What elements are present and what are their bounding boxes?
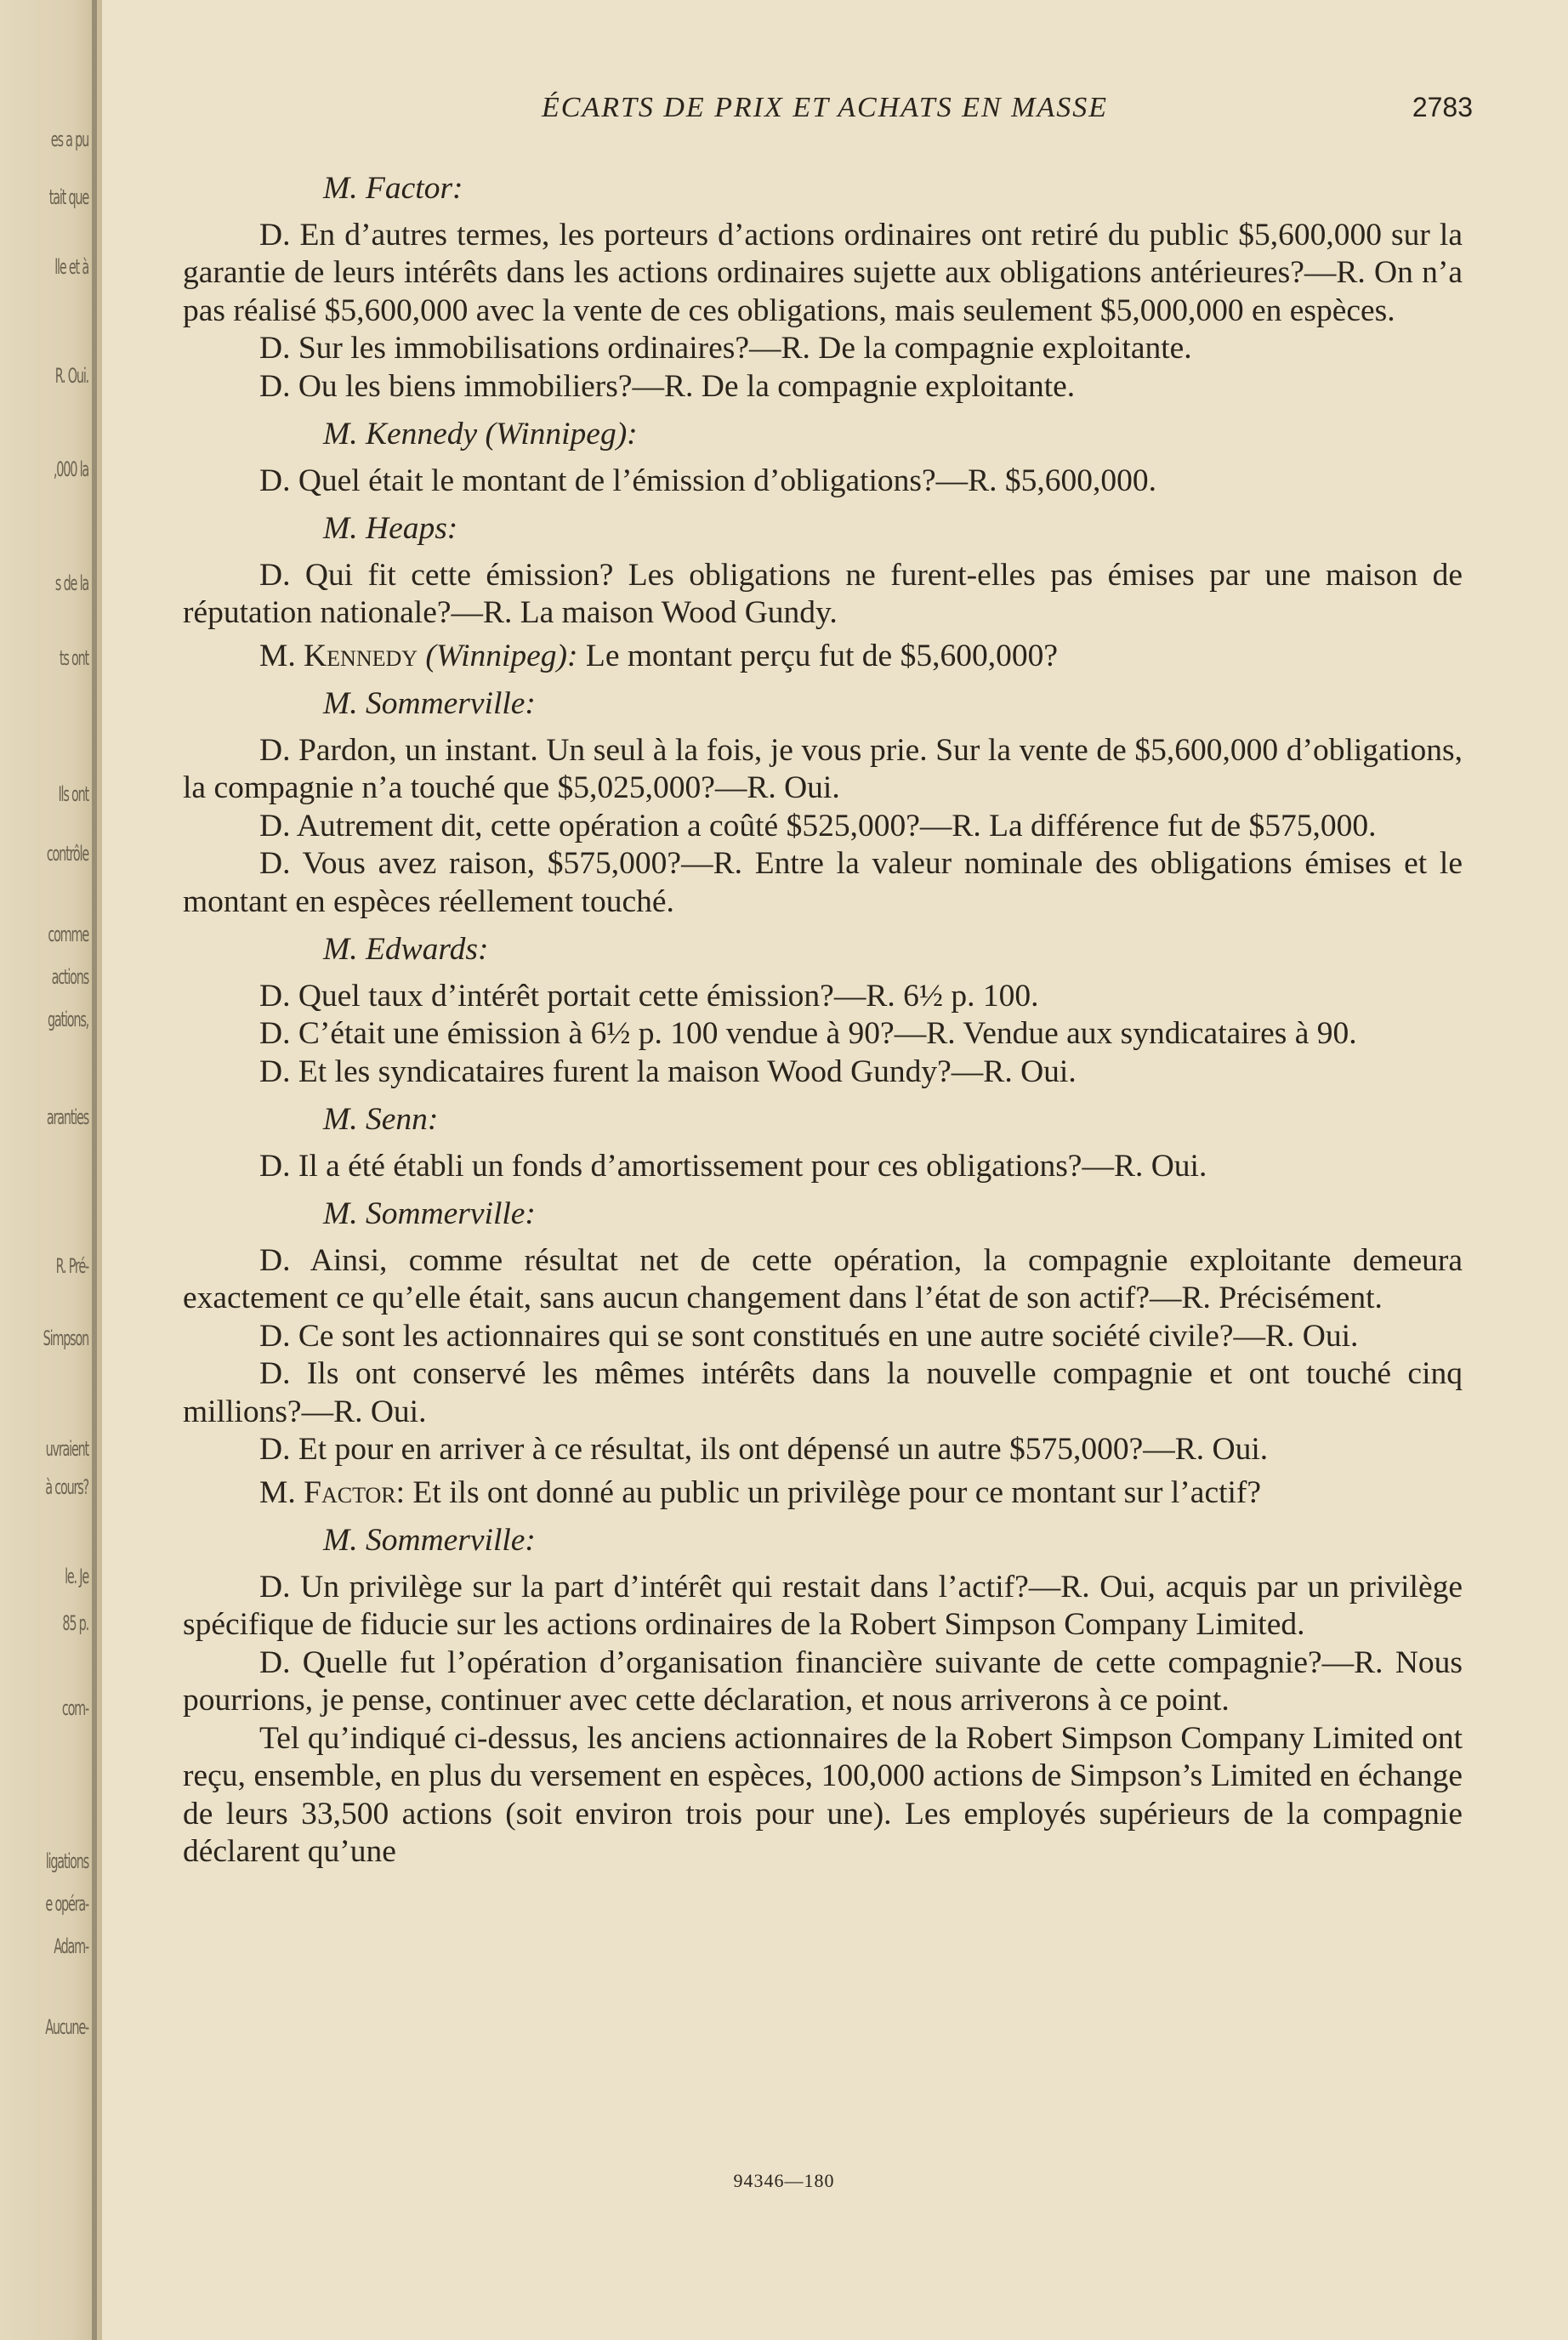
- speaker-name: Kennedy: [304, 638, 418, 673]
- question-answer-paragraph: D. En d’autres termes, les porteurs d’actions ordinaires ont retiré du public $5,600,000 sur la garantie de leurs intérêts dans les actions ordinaires sujette aux obligations antérieures?—R. On n’a pas réalisé $5,600,000 avec la vente de ces obligations, mais seulement $5,000,000 en espèces.: [183, 217, 1463, 328]
- margin-fragment: le. Je: [65, 1565, 88, 1588]
- margin-fragment: tait que: [48, 185, 88, 209]
- margin-fragment: actions: [51, 965, 88, 989]
- question-answer-paragraph: D. Et pour en arriver à ce résultat, ils ont dépensé un autre $575,000?—R. Oui.: [259, 1432, 1269, 1467]
- question-answer-paragraph: D. Quel taux d’intérêt portait cette émission?—R. 6½ p. 100.: [259, 978, 1039, 1014]
- margin-fragment: à cours?: [45, 1475, 88, 1499]
- margin-fragment: contrôle: [46, 842, 88, 866]
- question-answer-paragraph: D. Pardon, un instant. Un seul à la fois, je vous prie. Sur la vente de $5,600,000 d’obligations, la compagnie n’a touché que $5,025,000?—R. Oui.: [183, 732, 1463, 805]
- binding-gutter: [0, 0, 102, 2340]
- transcript-body: [183, 170, 1463, 1871]
- margin-fragment: 85 p.: [62, 1611, 88, 1635]
- question-answer-paragraph: D. Ainsi, comme résultat net de cette opération, la compagnie exploitante demeura exactement ce qu’elle était, sans aucun changement dans l’état de son actif?—R. Précisément.: [183, 1242, 1463, 1315]
- question-answer-paragraph: D. Sur les immobilisations ordinaires?—R. De la compagnie exploitante.: [259, 331, 1192, 366]
- page-number: 2783: [1412, 92, 1473, 122]
- speaker-label: M. Kennedy (Winnipeg):: [323, 417, 638, 452]
- margin-fragment: Adam-: [54, 1934, 88, 1958]
- question-answer-paragraph: Tel qu’indiqué ci-dessus, les anciens actionnaires de la Robert Simpson Company Limited ont reçu, ensemble, en plus du versement en espèces, 100,000 actions de Simpson’s Limited en échange de leurs 33,500 actions (soit environ trois pour une). Les employés supérieurs de la compagnie déclarent qu’une: [183, 1720, 1463, 1869]
- speaker-statement: [183, 638, 1463, 676]
- speaker-label: M. Edwards:: [323, 932, 489, 967]
- question-answer-paragraph: D. C’était une émission à 6½ p. 100 vendue à 90?—R. Vendue aux syndicataires à 90.: [259, 1016, 1357, 1051]
- margin-fragment: R. Pré-: [55, 1254, 88, 1278]
- question-answer-paragraph: D. Autrement dit, cette opération a coûté $525,000?—R. La différence fut de $575,000.: [259, 808, 1377, 843]
- binding-edge: [92, 0, 97, 2340]
- question-answer-paragraph: D. Ou les biens immobiliers?—R. De la compagnie exploitante.: [259, 368, 1076, 404]
- question-answer-paragraph: D. Ce sont les actionnaires qui se sont constitués en une autre société civile?—R. Oui.: [259, 1318, 1359, 1354]
- print-code: 94346—180: [733, 2170, 835, 2191]
- margin-fragment: gations,: [47, 1008, 88, 1031]
- speaker-label: M. Senn:: [323, 1102, 439, 1137]
- speaker-label: M. Factor:: [323, 171, 463, 206]
- question-answer-paragraph: D. Qui fit cette émission? Les obligations ne furent-elles pas émises par une maison de réputation nationale?—R. La maison Wood Gundy.: [183, 557, 1463, 630]
- statement-text: Le montant perçu fut de $5,600,000?: [577, 638, 1058, 673]
- statement-text: Et ils ont donné au public un privilège pour ce montant sur l’actif?: [405, 1474, 1262, 1510]
- margin-fragment: Simpson: [43, 1326, 88, 1350]
- speaker-prefix: M.: [259, 1474, 304, 1510]
- question-answer-paragraph: D. Quel était le montant de l’émission d’obligations?—R. $5,600,000.: [259, 463, 1157, 498]
- margin-fragment: Ils ont: [58, 782, 88, 806]
- margin-fragment: ,000 la: [53, 457, 88, 481]
- running-title: ÉCARTS DE PRIX ET ACHATS EN MASSE: [541, 92, 1108, 123]
- margin-fragment: aranties: [46, 1105, 88, 1129]
- question-answer-paragraph: D. Il a été établi un fonds d’amortissement pour ces obligations?—R. Oui.: [259, 1148, 1207, 1184]
- speaker-label: M. Sommerville:: [323, 686, 536, 721]
- margin-fragment: comme: [48, 923, 88, 946]
- margin-fragment: lle et à: [54, 255, 88, 279]
- question-answer-paragraph: D. Quelle fut l’opération d’organisation financière suivante de cette compagnie?—R. Nous pourrions, je pense, continuer avec cette déclaration, et nous arriverons à ce point.: [183, 1644, 1463, 1718]
- speaker-suffix: :: [395, 1474, 406, 1510]
- speaker-label: M. Sommerville:: [323, 1523, 536, 1558]
- page-header: [187, 92, 1473, 134]
- margin-fragment: es a pu: [50, 128, 88, 151]
- speaker-label: M. Sommerville:: [323, 1196, 536, 1231]
- question-answer-paragraph: D. Un privilège sur la part d’intérêt qui restait dans l’actif?—R. Oui, acquis par un privilège spécifique de fiducie sur les actions ordinaires de la Robert Simpson Company Limited.: [183, 1569, 1463, 1642]
- question-answer-paragraph: D. Ils ont conservé les mêmes intérêts dans la nouvelle compagnie et ont touché cinq millions?—R. Oui.: [183, 1356, 1463, 1429]
- margin-fragment: R. Oui.: [54, 364, 88, 388]
- margin-fragment: e opéra-: [45, 1892, 88, 1916]
- margin-fragment: ts ont: [59, 646, 88, 670]
- margin-fragment: ligations: [45, 1849, 88, 1873]
- speaker-label: M. Heaps:: [323, 511, 458, 546]
- margin-fragment: uvraient: [45, 1437, 88, 1461]
- question-answer-paragraph: D. Et les syndicataires furent la maison Wood Gundy?—R. Oui.: [259, 1054, 1077, 1089]
- margin-fragment: com-: [61, 1696, 88, 1720]
- margin-fragment: Aucune-: [45, 2015, 88, 2039]
- speaker-suffix: (Winnipeg):: [418, 638, 578, 673]
- speaker-prefix: M.: [259, 638, 304, 673]
- speaker-statement: [183, 1474, 1463, 1513]
- question-answer-paragraph: D. Vous avez raison, $575,000?—R. Entre la valeur nominale des obligations émises et le montant en espèces réellement touché.: [183, 846, 1463, 919]
- speaker-name: Factor: [304, 1474, 396, 1510]
- margin-fragment: s de la: [54, 571, 88, 595]
